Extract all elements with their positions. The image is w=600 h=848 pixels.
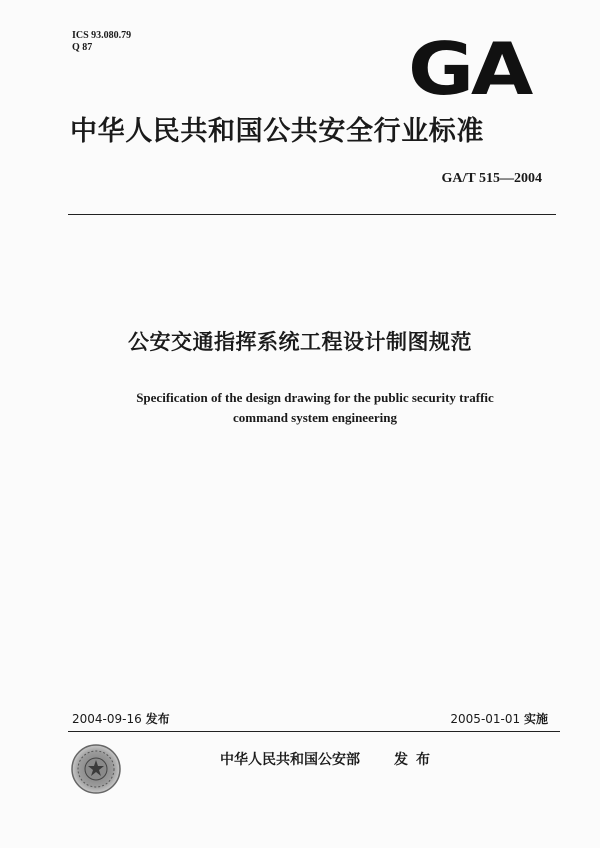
document-title-english bbox=[0, 388, 600, 428]
footer-divider bbox=[68, 731, 560, 732]
implementation-date-label: 实施 bbox=[523, 712, 548, 726]
implementation-date-value: 2005-01-01 bbox=[450, 712, 521, 726]
standard-category-title: 中华人民共和国公共安全行业标准 bbox=[70, 116, 484, 147]
issue-date bbox=[72, 710, 170, 727]
official-seal-image bbox=[70, 743, 122, 795]
header-divider bbox=[68, 214, 556, 215]
publisher-name: 中华人民共和国公安部 bbox=[220, 752, 360, 768]
publish-label: 发布 bbox=[394, 752, 438, 768]
ga-logo: GA bbox=[408, 27, 530, 111]
english-title-line-1: Specification of the design drawing for the public security traffic bbox=[136, 390, 494, 405]
english-title-line-2: command system engineering bbox=[233, 410, 397, 425]
issue-date-label: 发布 bbox=[145, 712, 170, 726]
ics-code: ICS 93.080.79 bbox=[72, 30, 132, 41]
standard-number: GA/T 515—2004 bbox=[441, 171, 542, 186]
issue-date-value: 2004-09-16 bbox=[72, 712, 142, 726]
implementation-date bbox=[450, 710, 548, 727]
document-title-chinese: 公安交通指挥系统工程设计制图规范 bbox=[128, 330, 472, 354]
ccs-code: Q 87 bbox=[72, 42, 93, 53]
